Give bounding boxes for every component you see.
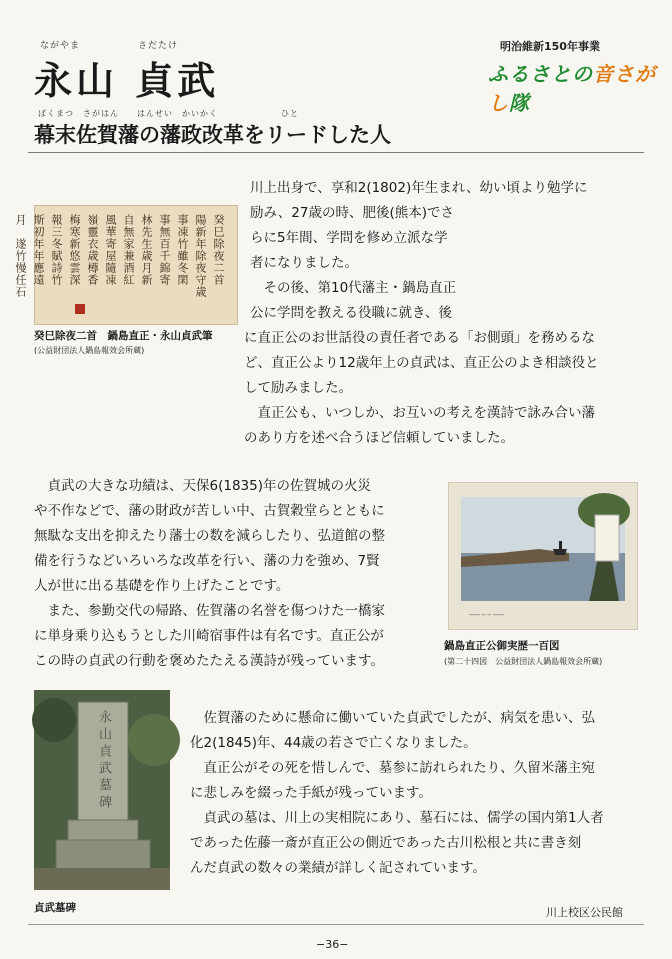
subtitle-rule (28, 152, 644, 153)
calligraphy-col: 斯初年年應遠 (32, 214, 45, 286)
page-number: −36− (316, 938, 349, 951)
s1-line: 者になりました。 (250, 255, 358, 271)
s1-line: ど、直正公より12歳年上の貞武は、直正公のよき相談役と (244, 355, 599, 371)
logo-text-c: 隊 (509, 91, 530, 115)
calligraphy-col: 月 遂竹慢任石 (14, 214, 27, 298)
name-ruby-family: ながやま (40, 41, 81, 51)
stone-inscription: 永山貞武墓碑 (96, 710, 111, 812)
calligraphy-col: 梅寒新悠雲深 (68, 214, 81, 286)
painting-caption-text: ─── ─ ─ ─── (469, 612, 504, 619)
s1-line: 励み、27歳の時、肥後(熊本)でさ (250, 205, 455, 221)
calligraphy-col: 事凍竹雖冬閑 (176, 214, 189, 286)
calligraphy-col: 癸巳除夜二首 (212, 214, 225, 286)
s3-line: 佐賀藩のために懸命に働いていた貞武でしたが、病気を患い、弘 (190, 710, 595, 726)
s2-line: 貞武の大きな功績は、天保6(1835)年の佐賀城の火災 (34, 478, 371, 494)
s2-line: この時の貞武の行動を褒めたたえる漢詩が残っています。 (34, 653, 384, 669)
gravestone-image (34, 690, 170, 890)
calligraphy-columns (13, 214, 225, 298)
s1-line: 川上出身で、享和2(1802)年生まれ、幼い頃より勉学に (250, 180, 588, 196)
s2-line: 人が世に出る基礎を作り上げたことです。 (34, 578, 290, 594)
project-logo (488, 58, 672, 116)
page-title: 永山 貞武 (34, 59, 220, 103)
s3-line: 化2(1845)年、44歳の若さで亡くなりました。 (190, 735, 477, 751)
s1-line: に直正公のお世話役の責任者である「お側頭」を務めるな (244, 330, 595, 346)
calligraphy-col: 嶺靈衣歳樽香 (86, 214, 99, 286)
seal-mark (75, 304, 85, 314)
s3-line: に悲しみを綴った手紙が残っています。 (190, 785, 432, 801)
s3-line: んだ貞武の数々の業績が詳しく記されています。 (190, 860, 486, 876)
subtitle-ruby: ばくまつ さがはん はんせい かいかく ひと (38, 109, 299, 118)
s1-line: その後、第10代藩主・鍋島直正 (250, 280, 457, 296)
section-2 (34, 474, 446, 674)
foliage-blob (32, 698, 76, 742)
calligraphy-col: 報三冬賦詩竹 (50, 214, 63, 286)
s1-line: 直正公も、いつしか、お互いの考えを漢詩で詠み合い藩 (244, 405, 595, 421)
s2-line: や不作などで、藩の財政が苦しい中、古賀穀堂らとともに (34, 503, 385, 519)
calligraphy-col: 林先生歳月新 (140, 214, 153, 286)
painting-svg (449, 483, 637, 629)
calligraphy-col: 陽新年除夜守歳 (194, 214, 207, 298)
stone-plinth (56, 840, 150, 870)
footer-rule (28, 924, 644, 925)
logo-text-a: ふるさとの (488, 62, 593, 86)
inset-box (595, 515, 619, 561)
s1-line: して励みました。 (244, 380, 352, 396)
calligraphy-image (14, 205, 238, 325)
ground (34, 868, 170, 890)
figure-1-source: (公益財団法人鍋島報效会所蔵) (34, 346, 145, 355)
section-1-cont (244, 326, 654, 451)
s3-line: であった佐藤一斎が直正公の側近であった古川松根と共に書き刻 (190, 835, 582, 851)
s1-line: のあり方を述べ合うほど信頼していました。 (244, 430, 514, 446)
foliage-blob (128, 714, 180, 766)
s2-line: 備を行うなどいろいろな改革を行い、藩の力を強め、7賢 (34, 553, 380, 569)
s2-line: 無駄な支出を抑えたり藩士の数を減らしたり、弘道館の整 (34, 528, 385, 544)
calligraphy-col: 自無家兼酒紅 (122, 214, 135, 286)
painting-image (448, 482, 638, 630)
subtitle: 幕末佐賀藩の藩政改革をリードした人 (34, 123, 391, 147)
calligraphy-col: 事無百千錦寄 (158, 214, 171, 286)
figure-2-caption: 鍋島直正公御実歴一百図 (444, 640, 560, 652)
figure-1-caption: 癸巳除夜二首 鍋島直正・永山貞武筆 (34, 330, 213, 342)
publisher-signature: 川上校区公民館 (546, 906, 623, 919)
s2-line: に単身乗り込もうとした川崎宿事件は有名です。直正公が (34, 628, 384, 644)
s1-line: らに5年間、学問を修め立派な学 (250, 230, 448, 246)
figure-3-caption: 貞武墓碑 (34, 902, 76, 914)
s2-line: また、参勤交代の帰路、佐賀藩の名誉を傷つけた一橋家 (34, 603, 385, 619)
logo-text-b: 音さがし (488, 62, 656, 115)
horse-figure (553, 549, 567, 555)
project-label: 明治維新150年事業 (500, 40, 600, 53)
s3-line: 貞武の墓は、川上の実相院にあり、墓石には、儒学の国内第1人者 (190, 810, 604, 826)
calligraphy-col: 風華寄屋隨凍 (104, 214, 117, 286)
stone-base (68, 820, 138, 842)
figure-2-source: (第二十四図 公益財団法人鍋島報效会所蔵) (444, 657, 603, 666)
section-1 (250, 176, 650, 326)
name-ruby-given: さだたけ (138, 41, 179, 51)
section-3 (190, 706, 642, 881)
s3-line: 直正公がその死を惜しんで、墓参に訪れられたり、久留米藩主宛 (190, 760, 595, 776)
s1-line: 公に学問を教える役職に就き、後 (250, 305, 452, 321)
